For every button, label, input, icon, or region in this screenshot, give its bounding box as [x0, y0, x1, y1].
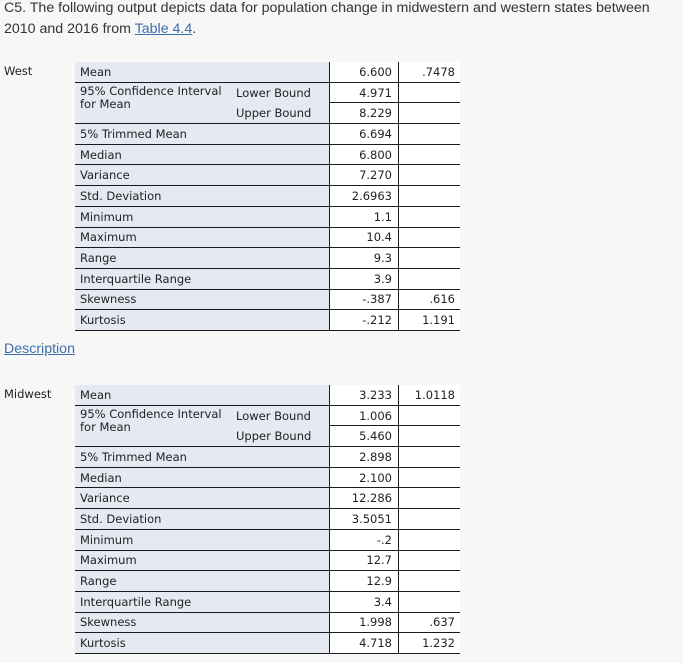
question-end: .: [192, 21, 197, 37]
stat-value: 6.600: [330, 62, 399, 82]
stat-label: Median: [75, 144, 330, 165]
stat-value: 1.998: [330, 612, 399, 633]
table-row: [2, 385, 460, 405]
stat-label: Range: [75, 248, 330, 269]
std-error-value: [399, 186, 461, 207]
stat-label: Mean: [75, 62, 330, 82]
std-error-value: .616: [399, 289, 461, 310]
std-error-value: [399, 571, 461, 592]
ci-lower-label: Lower Bound: [232, 405, 330, 426]
stat-label: 5% Trimmed Mean: [75, 124, 330, 145]
group-label: West: [2, 62, 75, 330]
std-error-value: [399, 550, 461, 571]
ci-lower-label: Lower Bound: [232, 82, 330, 103]
stat-label: Maximum: [75, 227, 330, 248]
std-error-value: [399, 405, 461, 426]
stat-value: 10.4: [330, 227, 399, 248]
stat-label: Variance: [75, 165, 330, 186]
ci-upper-value: 8.229: [330, 103, 399, 124]
stat-value: -.387: [330, 289, 399, 310]
ci-upper-label: Upper Bound: [232, 426, 330, 447]
group-label: Midwest: [2, 385, 75, 653]
ci-lower-value: 4.971: [330, 82, 399, 103]
stat-label: Median: [75, 467, 330, 488]
stat-label: Minimum: [75, 206, 330, 227]
stat-value: 4.718: [330, 633, 399, 654]
ci-label: 95% Confidence Interval for Mean: [75, 405, 232, 446]
std-error-value: [399, 124, 461, 145]
stat-value: 12.7: [330, 550, 399, 571]
question-text: [4, 0, 680, 40]
table-link[interactable]: Table 4.4: [134, 21, 193, 37]
std-error-value: [399, 144, 461, 165]
std-error-value: [399, 103, 461, 124]
stat-value: 3.5051: [330, 509, 399, 530]
std-error-value: [399, 227, 461, 248]
std-error-value: [399, 206, 461, 227]
std-error-value: 1.0118: [399, 385, 461, 405]
stat-label: Kurtosis: [75, 633, 330, 654]
stat-label: Std. Deviation: [75, 509, 330, 530]
std-error-value: [399, 488, 461, 509]
std-error-value: [399, 529, 461, 550]
std-error-value: [399, 591, 461, 612]
ci-upper-value: 5.460: [330, 426, 399, 447]
stat-label: Skewness: [75, 289, 330, 310]
std-error-value: [399, 248, 461, 269]
stat-value: 1.1: [330, 206, 399, 227]
std-error-value: 1.191: [399, 310, 461, 331]
stat-label: Interquartile Range: [75, 591, 330, 612]
west-stats-table: [2, 62, 460, 331]
std-error-value: [399, 426, 461, 447]
stat-label: Mean: [75, 385, 330, 405]
stat-value: -.2: [330, 529, 399, 550]
midwest-stats-table: [2, 385, 460, 654]
stat-label: Range: [75, 571, 330, 592]
stat-label: Skewness: [75, 612, 330, 633]
std-error-value: [399, 165, 461, 186]
stat-value: -.212: [330, 310, 399, 331]
stat-value: 2.100: [330, 467, 399, 488]
std-error-value: [399, 509, 461, 530]
stat-value: 12.9: [330, 571, 399, 592]
std-error-value: [399, 467, 461, 488]
stat-label: Interquartile Range: [75, 268, 330, 289]
stat-value: 3.4: [330, 591, 399, 612]
table-row: [2, 62, 460, 82]
stat-value: 6.694: [330, 124, 399, 145]
stat-label: Std. Deviation: [75, 186, 330, 207]
std-error-value: [399, 447, 461, 468]
std-error-value: .7478: [399, 62, 461, 82]
std-error-value: .637: [399, 612, 461, 633]
stat-value: 9.3: [330, 248, 399, 269]
description-link[interactable]: Description: [4, 341, 75, 357]
stat-value: 2.898: [330, 447, 399, 468]
stat-label: 5% Trimmed Mean: [75, 447, 330, 468]
stat-label: Variance: [75, 488, 330, 509]
stat-value: 2.6963: [330, 186, 399, 207]
stat-value: 12.286: [330, 488, 399, 509]
stat-value: 6.800: [330, 144, 399, 165]
ci-lower-value: 1.006: [330, 405, 399, 426]
stat-value: 3.233: [330, 385, 399, 405]
std-error-value: [399, 268, 461, 289]
stat-value: 3.9: [330, 268, 399, 289]
stat-label: Minimum: [75, 529, 330, 550]
stat-label: Kurtosis: [75, 310, 330, 331]
std-error-value: 1.232: [399, 633, 461, 654]
stat-label: Maximum: [75, 550, 330, 571]
stat-value: 7.270: [330, 165, 399, 186]
question-body: C5. The following output depicts data for population change in midwestern and western states between 2010 and 2016 from: [4, 0, 650, 37]
ci-upper-label: Upper Bound: [232, 103, 330, 124]
ci-label: 95% Confidence Interval for Mean: [75, 82, 232, 123]
std-error-value: [399, 82, 461, 103]
